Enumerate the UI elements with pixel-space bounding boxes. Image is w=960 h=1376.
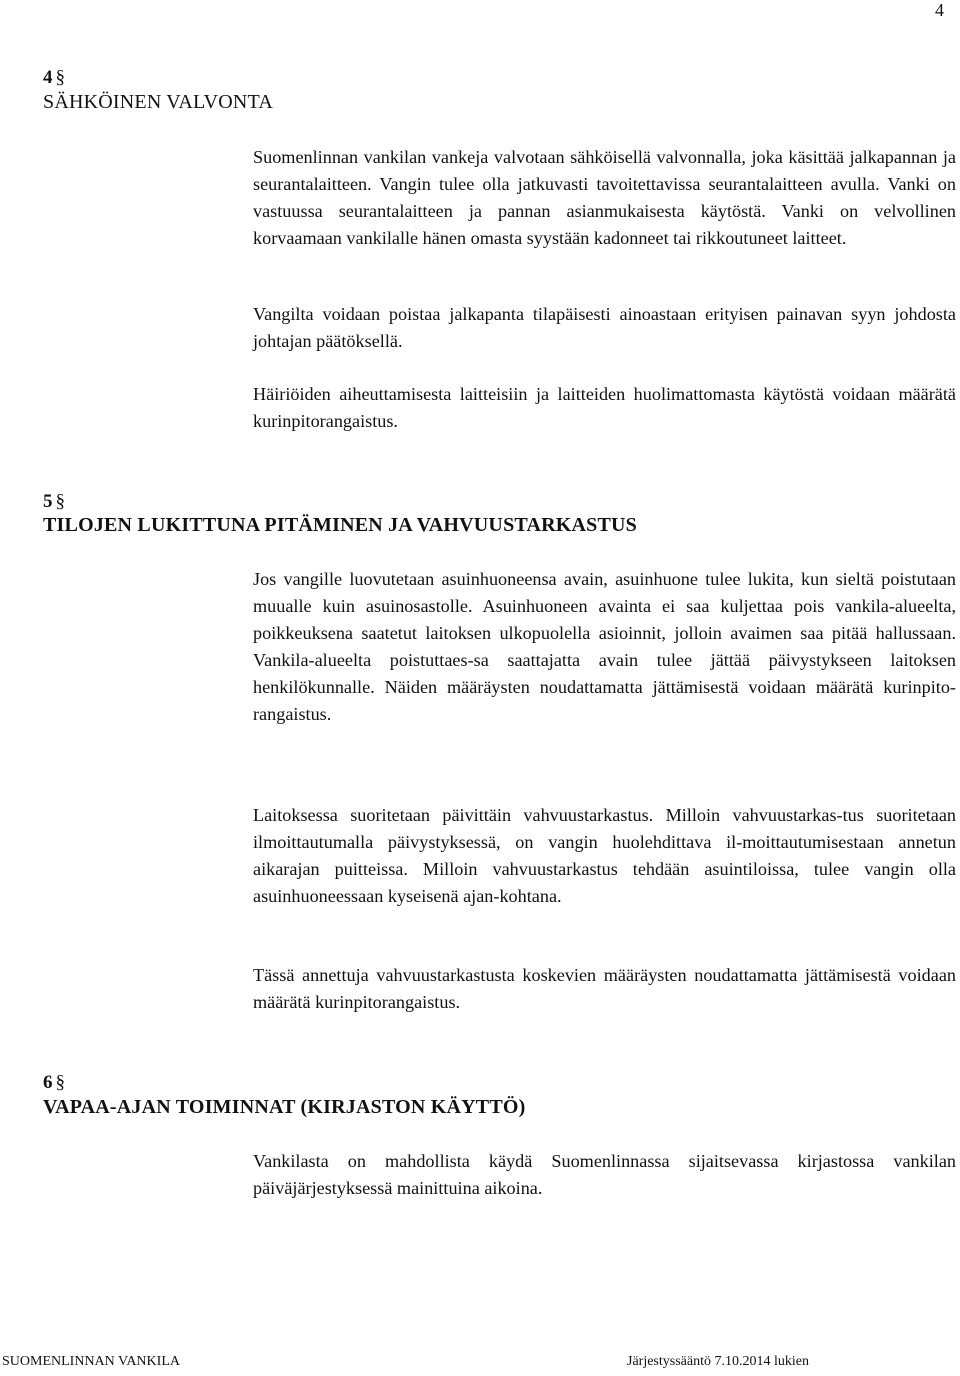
section-6-number <box>43 1071 65 1095</box>
section-symbol: § <box>55 491 65 512</box>
section-5-title: TILOJEN LUKITTUNA PITÄMINEN JA VAHVUUSTARKASTUS <box>43 514 637 536</box>
section-4-title: SÄHKÖINEN VALVONTA <box>43 91 273 113</box>
section-5-paragraph-2: Laitoksessa suoritetaan päivittäin vahvuustarkastus. Milloin vahvuustarkas-tus suoritetaan ilmoittautumalla päivystyksessä, on vangin huolehdittava il-moittautumisestaan annetun aikarajan puitteissa. Milloin vahvuustarkastus tehdään asuintiloissa, tulee vangin olla asuinhuoneessaan kyseisenä ajan-kohtana. <box>253 805 956 906</box>
section-5-paragraph-3: Tässä annettuja vahvuustarkastusta koskevien määräysten noudattamatta jättämisestä voidaan määrätä kurinpitorangaistus. <box>253 965 956 1012</box>
section-4-number <box>43 66 65 90</box>
section-5-paragraph-1: Jos vangille luovutetaan asuinhuoneensa avain, asuinhuone tulee lukita, kun sieltä poistutaan muualle kuin asuinosastolle. Asuinhuoneen avainta ei saa kuljettaa pois vankila-alueelta, poikkeuksena saatetut laitoksen ulkopuolella asioinnit, jolloin avaimen saa pitää hallussaan. Vankila-alueelta poistuttaes-sa saattajatta avain tulee jättää päivystykseen laitoksen henkilökunnalle. Näiden määräysten noudattamatta jättämisestä voidaan määrätä kurinpito-rangaistus. <box>253 569 956 724</box>
section-number: 5 <box>43 491 53 512</box>
section-number: 6 <box>43 1072 53 1093</box>
section-6-title: VAPAA-AJAN TOIMINNAT (KIRJASTON KÄYTTÖ) <box>43 1096 526 1118</box>
section-symbol: § <box>55 67 65 88</box>
page-number: 4 <box>935 0 944 20</box>
section-symbol: § <box>55 1072 65 1093</box>
section-4-paragraph-3: Häiriöiden aiheuttamisesta laitteisiin ja laitteiden huolimattomasta käytöstä voidaan määrätä kurinpitorangaistus. <box>253 384 956 431</box>
section-number: 4 <box>43 67 53 88</box>
footer-document-date: Järjestyssääntö 7.10.2014 lukien <box>627 1354 809 1369</box>
section-4-paragraph-1: Suomenlinnan vankilan vankeja valvotaan sähköisellä valvonnalla, joka käsittää jalkapannan ja seurantalaitteen. Vangin tulee olla jatkuvasti tavoitettavissa seurantalaitteen avulla. Vanki on vastuussa seurantalaitteen ja pannan asianmukaisesta käytöstä. Vanki on velvollinen korvaamaan vankilalle hänen omasta syystään kadonneet tai rikkoutuneet laitteet. <box>253 147 956 248</box>
section-6-paragraph-1: Vankilasta on mahdollista käydä Suomenlinnassa sijaitsevassa kirjastossa vankilan päiväjärjestyksessä mainittuina aikoina. <box>253 1151 956 1198</box>
section-4-paragraph-2: Vangilta voidaan poistaa jalkapanta tilapäisesti ainoastaan erityisen painavan syyn johdosta johtajan päätöksellä. <box>253 304 956 351</box>
footer-organization: SUOMENLINNAN VANKILA <box>2 1354 180 1369</box>
section-5-number <box>43 490 65 514</box>
